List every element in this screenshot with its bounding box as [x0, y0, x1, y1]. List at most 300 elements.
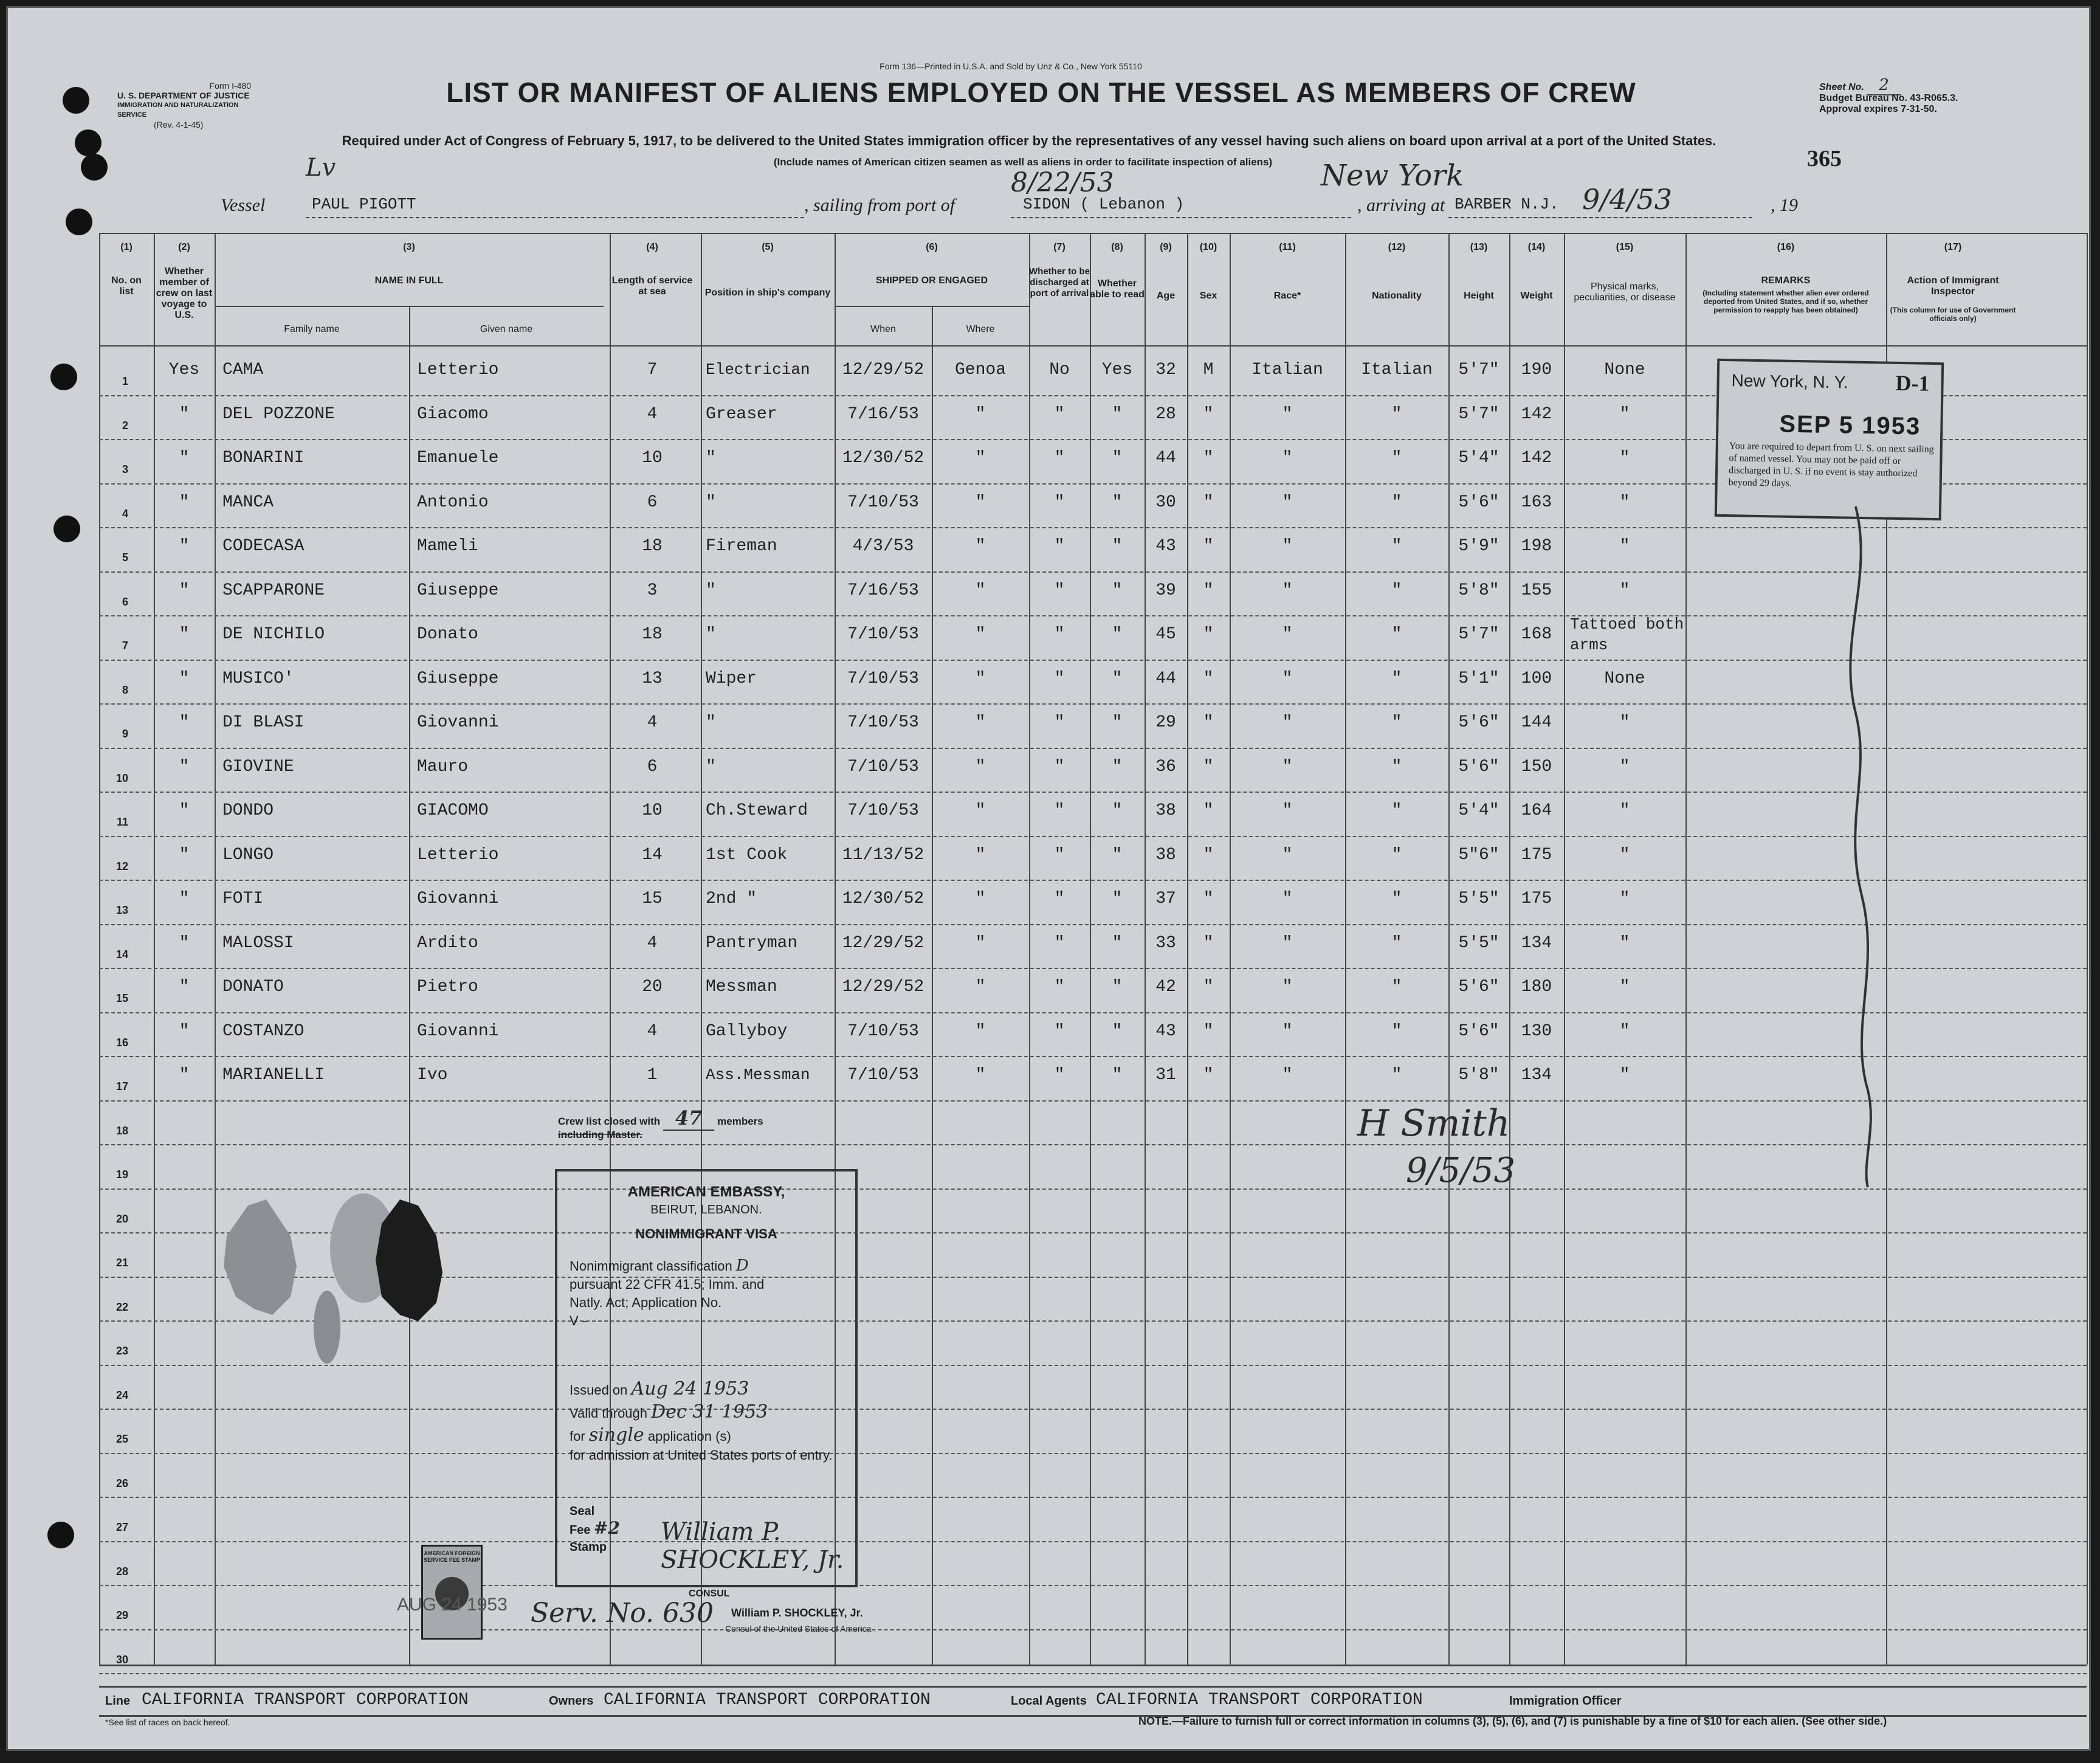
cell-age: 32 [1155, 361, 1176, 379]
cell-when: 4/3/53 [852, 537, 914, 556]
row-rule [99, 748, 2087, 749]
cell-age: 45 [1155, 625, 1176, 644]
cell-sex: " [1203, 581, 1214, 600]
vessel-name: PAUL PIGOTT [312, 195, 416, 213]
cell-given: Giuseppe [417, 581, 499, 600]
cell-where: " [975, 713, 986, 732]
header-action: Action of Immigrant Inspector [1907, 275, 1999, 297]
punch-hole [50, 364, 77, 390]
cell-height: 5"6" [1458, 845, 1499, 864]
cell-race: " [1282, 404, 1293, 424]
header-family-name: Family name [284, 324, 340, 334]
cell-family: CODECASA [222, 537, 305, 556]
cell-age: 28 [1155, 404, 1176, 424]
punch-hole [75, 129, 102, 156]
cell-read: " [1112, 449, 1123, 467]
cell-age: 44 [1155, 669, 1176, 688]
row-rule [99, 880, 2087, 881]
cell-where: " [975, 449, 986, 467]
cell-height: 5'6" [1458, 713, 1499, 732]
cell-discharged: " [1054, 978, 1065, 996]
cell-given: Mauro [417, 757, 469, 776]
cell-read: " [1112, 1066, 1123, 1085]
inspector-sign-date: 9/5/53 [1406, 1151, 1516, 1190]
cell-height: 5'9" [1458, 537, 1499, 556]
cell-read: " [1112, 1021, 1123, 1041]
consul-label: CONSUL [689, 1589, 730, 1599]
cell-where: " [975, 801, 986, 820]
row-number: 11 [116, 816, 128, 828]
cell-position: Greaser [706, 404, 777, 424]
cell-prev: " [179, 404, 190, 424]
header-weight: Weight [1520, 291, 1553, 301]
visa-valid-date: Dec 31 1953 [651, 1401, 768, 1423]
row-number: 14 [115, 948, 128, 961]
cell-race: " [1282, 1021, 1293, 1041]
cell-sex: " [1203, 845, 1214, 864]
row-number: 10 [115, 771, 128, 784]
cell-service: 14 [642, 845, 663, 864]
cell-read: " [1112, 978, 1123, 996]
cell-service: 10 [642, 801, 663, 820]
row-rule [99, 1497, 2087, 1498]
cell-service: 18 [642, 625, 663, 644]
cell-marks: " [1619, 978, 1630, 996]
cell-prev: " [179, 537, 190, 556]
punch-hole [81, 154, 108, 181]
penalty-note: NOTE.—Failure to furnish full or correct information in columns (3), (5), (6), and (7) is punishable by a fine of $10 for each alien. (See other side.) [1138, 1715, 1887, 1727]
cell-marks: " [1619, 801, 1630, 820]
row-number: 23 [115, 1345, 128, 1357]
header-sex: Sex [1199, 291, 1217, 301]
cell-nationality: " [1391, 404, 1402, 424]
cell-given: Giovanni [417, 1021, 499, 1041]
cell-weight: 142 [1521, 449, 1552, 467]
cell-read: " [1112, 581, 1123, 600]
cell-discharged: " [1054, 933, 1065, 953]
cell-position: " [706, 581, 716, 600]
cell-height: 5'1" [1458, 669, 1499, 688]
cell-discharged: " [1054, 713, 1065, 732]
row-number: 19 [115, 1168, 128, 1181]
header-discharged: Whether to be discharged at port of arrival [1029, 266, 1090, 298]
cell-family: MUSICO' [222, 669, 294, 688]
cell-position: Ch.Steward [706, 801, 808, 820]
cell-nationality: " [1391, 757, 1402, 776]
cell-position: " [706, 625, 716, 644]
cell-prev: " [179, 757, 190, 776]
cell-discharged: " [1054, 1021, 1065, 1041]
row-number: 21 [115, 1257, 128, 1269]
cell-where: " [975, 669, 986, 688]
header-position: Position in ship's company [704, 288, 831, 298]
cell-age: 29 [1155, 713, 1176, 732]
footer-line: CALIFORNIA TRANSPORT CORPORATION [142, 1691, 469, 1710]
inspector-stamp [1715, 359, 1944, 520]
cell-weight: 164 [1521, 801, 1552, 820]
header-action-note: (This column for use of Government officials only) [1890, 306, 2016, 323]
cell-sex: " [1203, 1021, 1214, 1041]
cell-marks: " [1619, 845, 1630, 864]
cell-given: Mameli [417, 537, 478, 556]
cell-marks: Tattoed both arms [1570, 615, 1684, 654]
row-number: 18 [115, 1124, 128, 1137]
cell-weight: 190 [1521, 361, 1552, 379]
row-rule [99, 527, 2087, 528]
table-column-rule [2087, 233, 2088, 1665]
cell-height: 5'7" [1458, 625, 1499, 644]
cell-discharged: " [1054, 801, 1065, 820]
cell-service: 1 [647, 1066, 658, 1085]
cell-discharged: No [1049, 361, 1070, 379]
inspector-signature: H Smith [1357, 1102, 1510, 1145]
cell-sex: " [1203, 625, 1214, 644]
row-rule [99, 615, 2087, 616]
stamp-code: D-1 [1895, 370, 1930, 396]
cell-where: " [975, 889, 986, 908]
cell-height: 5'4" [1458, 801, 1499, 820]
row-rule [99, 968, 2087, 969]
cell-race: " [1282, 669, 1293, 688]
sheet-info: Sheet No. 2 Budget Bureau No. 43-R065.3. Approval expires 7-31-50. [1819, 76, 1958, 114]
cell-position: Electrician [706, 361, 810, 379]
visa-type: NONIMMIGRANT VISA [635, 1226, 777, 1241]
cell-height: 5'6" [1458, 757, 1499, 776]
row-number: 1 [122, 375, 128, 387]
crew-count: 47 [663, 1106, 715, 1131]
hand-destination: New York [1321, 159, 1464, 193]
cell-service: 7 [647, 361, 658, 379]
cell-service: 4 [647, 713, 658, 732]
row-number: 8 [122, 683, 128, 696]
manifest-sheet: Form I-480 U. S. DEPARTMENT OF JUSTICE IMMIGRATION AND NATURALIZATION SERVICE (Rev. 4-1-45) Form 136—Printed in U.S.A. and Sold by Unz & Co., New York 55110 LIST OR MANIFEST OF ALIENS EMPLOYED ON THE VESSEL AS MEMBERS OF CREW Sheet No. 2 Budget Bureau No. 43-R065.3. Approval expires 7-31-50. Required under Act of Congress of February 5, 1917, to be delivered to the United States immigration officer by the representatives of any vessel having such aliens on board upon arrival at a port of the United States. (Include names of American citizen seamen as well as aliens in order to facilitate inspection of aliens) 365 Lv 8/22/53 New York Vessel PAUL PIGOTT , sailing from port of SIDON ( Lebanon ) , arriving at BARBER N.J. 9/4/53 , 19 (1) No. on list (2) Whether member of crew on last voyage to U.S. (3) NAME IN FULL Family name Given name (4) Length of service at sea (5) Position in ship's company (6) SHIPPED OR ENGAGED When Where (7) Whether to be discharged at port of arrival (8) Whether able to read (9) Age (10) Sex (11) Race* (12) Nationality (13) Height (14) Weight (15) Physical marks, peculiarities, or disease (16) REMARKS (Including statement whether alien ever ordered deported from United States, and if so, whether permission to reapply has been obtained) (17) Action of Immigrant Inspector (This column for use of Government officials only) 1 Yes CAMA Letterio 7 Electrician 12/29/52 Genoa No Yes 32 M Italian Italian 5'7" 190 None 2 " DEL POZZONE Giacomo 4 Greaser 7/16/53 " " " 28 " " " 5'7" 142 " 3 " BONARINI Emanuele 10 " 12/30/52 " " " 44 " " " 5'4" 142 " 4 " MANCA Antonio 6 " 7/10/53 " " " 30 " " " 5'6" 163 " 5 " CODECASA Mameli 18 Fireman 4/3/53 " " " 43 " " " 5'9" 198 " 6 " SCAPPARONE Giuseppe 3 " 7/16/53 " " " 39 " " " 5'8" 155 " 7 " DE NICHILO Donato 18 " 7/10/53 " " " 45 " " " 5'7" 168 Tattoed both arms 8 " MUSICO' Giuseppe 13 Wiper 7/10/53 " " " 44 " " " 5'1" 100 None 9 " DI BLASI Giovanni 4 " 7/10/53 " " " 29 " " " 5'6" 144 " 10 " GIOVINE Mauro 6 " 7/10/53 " " " 36 " " " 5'6" 150 " 11 " DONDO GIACOMO 10 Ch.Steward 7/10/53 " " " 38 " " " 5'4" 164 " 12 " LONGO Letterio 14 1st Cook 11/13/52 " " " 38 " " " 5"6" 175 " 13 " FOTI Giovanni 15 2nd " 12/30/52 " " " 37 " " " 5'5" 175 " 14 " MALOSSI Ardito 4 Pantryman 12/29/52 " " " 33 " " " 5'5" 134 " 15 " DONATO Pietro 20 Messman 12/29/52 " " " 42 " " " 5'6" 180 " 16 " COSTANZO Giovanni 4 Gallyboy 7/10/53 " " " 43 " " " 5'6" 130 " 17 " MARIANELLI Ivo 1 Ass.Messman 7/10/53 " " " 31 " " " 5'8" 134 " 18 19 20 21 22 23 24 25 26 27 28 29 30 New York, N. Y. D-1 SEP 5 1953 You are required to depart from U. S. on next sailing of named vessel. You may not be paid off or discharged in U. S. if no event is stay authorized beyond 29 days. Crew list closed with 47 members including Master. AMERICAN EMBASSY, BEIRUT, LEBANON. NONIMMIGRANT VISA Nonimmigrant classification D pursuant 22 CFR 41.5; Imm. and Natly. Act; Application No. V - Issued on Aug 24 1953 Valid through Dec 31 1953 for single application (s) for admission at United States ports of entry. Seal Fee #2 Stamp William P. SHOCKLEY, Jr. CONSUL William P. SHOCKLEY, Jr. Consul of the United States of America Serv. No. 630 AMERICAN FOREIGN SERVICE FEE STAMP AUG 24 1953 H Smith 9/5/53 Line CALIFORNIA TRANSPORT CORPORATION Owners CALIFORNIA TRANSPORT CORPORATION Local Agents CALIFORNIA TRANSPORT CORPORATION Immigration Officer *See list of races on back hereof. NOTE.—Failure to furnish full or correct information in columns (3), (5), (6), and (7) is punishable by a fine of $10 for each alien. (See other side.) [6, 6, 2091, 1751]
cell-nationality: Italian [1361, 361, 1433, 379]
cell-height: 5'7" [1458, 361, 1499, 379]
cell-sex: " [1203, 669, 1214, 688]
cell-marks: " [1619, 404, 1630, 424]
cell-prev: " [179, 801, 190, 820]
cell-service: 6 [647, 757, 658, 776]
printer-note: Form 136—Printed in U.S.A. and Sold by Unz & Co., New York 55110 [880, 61, 1142, 71]
header-prev-voyage: Whether member of crew on last voyage to U.S. [156, 266, 213, 320]
cell-weight: 155 [1521, 581, 1552, 600]
visa-class-block: Nonimmigrant classification D pursuant 22 CFR 41.5; Imm. and Natly. Act; Application No. V - [570, 1257, 765, 1328]
cell-where: " [975, 537, 986, 556]
cell-where: " [975, 404, 986, 424]
cell-family: DE NICHILO [222, 625, 325, 644]
cell-prev: " [179, 581, 190, 600]
cell-marks: " [1619, 933, 1630, 953]
cell-nationality: " [1391, 713, 1402, 732]
cell-nationality: " [1391, 978, 1402, 996]
table-column-rule [1685, 233, 1687, 1665]
cell-nationality: " [1391, 801, 1402, 820]
cell-when: 7/10/53 [847, 757, 919, 776]
cell-weight: 163 [1521, 492, 1552, 512]
cell-marks: " [1619, 1021, 1630, 1041]
row-rule [99, 1056, 2087, 1057]
header-height: Height [1464, 291, 1494, 301]
cell-read: " [1112, 404, 1123, 424]
manifest-number: 365 [1807, 146, 1842, 171]
cell-read: " [1112, 889, 1123, 908]
cell-race: " [1282, 492, 1293, 512]
cell-marks: " [1619, 492, 1630, 512]
cell-given: Giovanni [417, 889, 499, 908]
row-number: 6 [122, 595, 128, 608]
cell-prev: " [179, 713, 190, 732]
row-rule [99, 1012, 2087, 1013]
cell-sex: " [1203, 889, 1214, 908]
vessel-line: Vessel PAUL PIGOTT , sailing from port of SIDON ( Lebanon ) , arriving at BARBER N.J. 9/4/53 , 19 [221, 195, 1862, 219]
cell-sex: " [1203, 449, 1214, 467]
consul-name: William P. SHOCKLEY, Jr. [731, 1607, 863, 1619]
cell-height: 5'8" [1458, 1066, 1499, 1085]
cell-nationality: " [1391, 889, 1402, 908]
cell-nationality: " [1391, 537, 1402, 556]
cell-race: " [1282, 978, 1293, 996]
cell-family: SCAPPARONE [222, 581, 325, 600]
cell-age: 38 [1155, 801, 1176, 820]
row-number: 3 [122, 463, 128, 475]
consul-signature: William P. SHOCKLEY, Jr. [661, 1518, 844, 1574]
cell-read: " [1112, 801, 1123, 820]
row-rule [99, 1453, 2087, 1454]
cell-weight: 100 [1521, 669, 1552, 688]
header-age: Age [1156, 291, 1176, 301]
service-number: Serv. No. 630 [531, 1598, 714, 1629]
cell-race: " [1282, 889, 1293, 908]
cell-race: " [1282, 625, 1293, 644]
cell-age: 31 [1155, 1066, 1176, 1085]
header-when: When [870, 324, 896, 334]
cell-family: GIOVINE [222, 757, 294, 776]
cell-nationality: " [1391, 449, 1402, 467]
cell-family: LONGO [222, 845, 274, 864]
cell-height: 5'5" [1458, 889, 1499, 908]
header-given-name: Given name [480, 324, 533, 334]
cell-service: 15 [642, 889, 663, 908]
visa-stamp [555, 1169, 858, 1587]
cell-family: FOTI [222, 889, 264, 908]
cell-weight: 130 [1521, 1021, 1552, 1041]
cell-where: " [975, 1066, 986, 1085]
row-rule [99, 1100, 2087, 1102]
visa-issued-date: Aug 24 1953 [631, 1378, 749, 1399]
cell-where: " [975, 581, 986, 600]
cell-when: 12/30/52 [842, 449, 924, 467]
row-number: 9 [122, 728, 128, 740]
cell-age: 42 [1155, 978, 1176, 996]
ink-seal-marks [199, 1163, 461, 1382]
cell-position: Wiper [706, 669, 757, 688]
cell-where: " [975, 978, 986, 996]
cell-sex: " [1203, 933, 1214, 953]
wavy-line [1837, 506, 1892, 1187]
cell-age: 39 [1155, 581, 1176, 600]
row-rule [99, 1144, 2087, 1145]
row-number: 4 [122, 507, 128, 520]
row-rule [99, 1629, 2087, 1630]
cell-given: Giacomo [417, 404, 489, 424]
punch-hole [63, 87, 89, 114]
cell-prev: " [179, 1021, 190, 1041]
consul-title: Consul of the United States of America [725, 1624, 872, 1634]
cell-read: " [1112, 757, 1123, 776]
row-rule [99, 1541, 2087, 1542]
cell-family: DI BLASI [222, 713, 305, 732]
cell-race: " [1282, 933, 1293, 953]
cell-race: Italian [1251, 361, 1323, 379]
cell-family: BONARINI [222, 449, 305, 467]
cell-race: " [1282, 801, 1293, 820]
footer-owners: CALIFORNIA TRANSPORT CORPORATION [604, 1691, 931, 1710]
row-number: 16 [115, 1036, 128, 1049]
cell-nationality: " [1391, 581, 1402, 600]
cell-where: Genoa [954, 361, 1006, 379]
cell-when: 7/10/53 [847, 713, 919, 732]
row-number: 20 [115, 1212, 128, 1225]
row-number: 17 [115, 1080, 128, 1092]
cell-marks: None [1604, 361, 1645, 379]
cell-marks: " [1619, 581, 1630, 600]
hand-initials: Lv [306, 154, 336, 182]
row-number: 26 [115, 1477, 128, 1489]
cell-family: DONDO [222, 801, 274, 820]
cell-weight: 134 [1521, 933, 1552, 953]
table-column-rule [99, 233, 100, 1665]
header-no-on-list: No. on list [111, 275, 142, 297]
header-remarks: REMARKS [1761, 275, 1811, 286]
visa-city: BEIRUT, LEBANON. [650, 1203, 762, 1216]
cell-family: MARIANELLI [222, 1066, 325, 1085]
stamp-text: You are required to depart from U. S. on next sailing of named vessel. You may not be paid off or discharged in U. S. if no event is stay authorized beyond 29 days. [1728, 441, 1934, 489]
cell-position: Fireman [706, 537, 777, 556]
cell-prev: Yes [168, 361, 200, 379]
cell-read: Yes [1101, 361, 1133, 379]
cell-discharged: " [1054, 757, 1065, 776]
cell-discharged: " [1054, 404, 1065, 424]
cell-weight: 175 [1521, 889, 1552, 908]
header-nationality: Nationality [1372, 291, 1422, 301]
cell-nationality: " [1391, 1066, 1402, 1085]
row-number: 2 [122, 419, 128, 432]
cell-discharged: " [1054, 845, 1065, 864]
cell-age: 43 [1155, 537, 1176, 556]
stamp-date: SEP 5 1953 [1779, 410, 1921, 440]
cell-position: 2nd " [706, 889, 757, 908]
cell-weight: 175 [1521, 845, 1552, 864]
cell-when: 7/10/53 [847, 492, 919, 512]
cell-sex: M [1203, 361, 1214, 379]
cell-sex: " [1203, 801, 1214, 820]
cell-nationality: " [1391, 669, 1402, 688]
cell-height: 5'7" [1458, 404, 1499, 424]
cell-given: Letterio [417, 845, 499, 864]
row-number: 30 [115, 1653, 128, 1666]
cell-service: 20 [642, 978, 663, 996]
cell-prev: " [179, 933, 190, 953]
cell-weight: 144 [1521, 713, 1552, 732]
header-race: Race* [1273, 291, 1301, 301]
cell-weight: 134 [1521, 1066, 1552, 1085]
header-read: Whether able to read [1090, 278, 1145, 300]
cell-where: " [975, 1021, 986, 1041]
cell-position: Messman [706, 978, 777, 996]
cell-read: " [1112, 537, 1123, 556]
cell-position: " [706, 449, 716, 467]
row-rule [99, 836, 2087, 837]
cell-age: 30 [1155, 492, 1176, 512]
row-number: 29 [115, 1609, 128, 1621]
row-rule [99, 792, 2087, 793]
cell-when: 7/10/53 [847, 1021, 919, 1041]
fee-stamp-date: AUG 24 1953 [397, 1595, 508, 1615]
cell-where: " [975, 933, 986, 953]
cell-discharged: " [1054, 889, 1065, 908]
cell-race: " [1282, 845, 1293, 864]
header-length-service: Length of service at sea [611, 275, 693, 297]
cell-marks: " [1619, 1066, 1630, 1085]
row-number: 27 [115, 1521, 128, 1533]
cell-prev: " [179, 845, 190, 864]
cell-discharged: " [1054, 581, 1065, 600]
cell-age: 36 [1155, 757, 1176, 776]
cell-marks: " [1619, 757, 1630, 776]
cell-service: 4 [647, 1021, 658, 1041]
cell-prev: " [179, 978, 190, 996]
cell-sex: " [1203, 1066, 1214, 1085]
sailing-port: SIDON ( Lebanon ) [1023, 195, 1185, 213]
cell-discharged: " [1054, 449, 1065, 467]
cell-service: 4 [647, 933, 658, 953]
cell-sex: " [1203, 713, 1214, 732]
cell-prev: " [179, 449, 190, 467]
visa-embassy: AMERICAN EMBASSY, [627, 1184, 785, 1200]
cell-read: " [1112, 625, 1123, 644]
cell-race: " [1282, 449, 1293, 467]
cell-family: DONATO [222, 978, 284, 996]
cell-nationality: " [1391, 845, 1402, 864]
cell-nationality: " [1391, 625, 1402, 644]
punch-hole [47, 1522, 74, 1548]
cell-given: Giovanni [417, 713, 499, 732]
cell-position: Gallyboy [706, 1021, 788, 1041]
row-rule [99, 571, 2087, 573]
cell-given: Ardito [417, 933, 478, 953]
cell-read: " [1112, 669, 1123, 688]
visa-fee-block: Seal Fee #2 Stamp [570, 1505, 620, 1554]
cell-where: " [975, 492, 986, 512]
row-rule [99, 1409, 2087, 1410]
stamp-place: New York, N. Y. [1731, 371, 1848, 392]
cell-given: Pietro [417, 978, 478, 996]
cell-when: 7/10/53 [847, 801, 919, 820]
cell-marks: " [1619, 449, 1630, 467]
row-number: 5 [122, 551, 128, 564]
cell-position: " [706, 757, 716, 776]
row-number: 22 [115, 1300, 128, 1313]
subnote: (Include names of American citizen seamen as well as aliens in order to facilitate inspection of aliens) [773, 156, 1273, 168]
cell-age: 44 [1155, 449, 1176, 467]
cell-read: " [1112, 845, 1123, 864]
row-number: 12 [115, 860, 128, 872]
arrival-date: 9/4/53 [1582, 183, 1673, 216]
header-remarks-note: (Including statement whether alien ever ordered deported from United States, and if so, whether permission to reapply has been obtained) [1702, 289, 1869, 314]
cell-sex: " [1203, 492, 1214, 512]
hand-date: 8/22/53 [1011, 167, 1114, 198]
punch-hole [66, 209, 92, 235]
